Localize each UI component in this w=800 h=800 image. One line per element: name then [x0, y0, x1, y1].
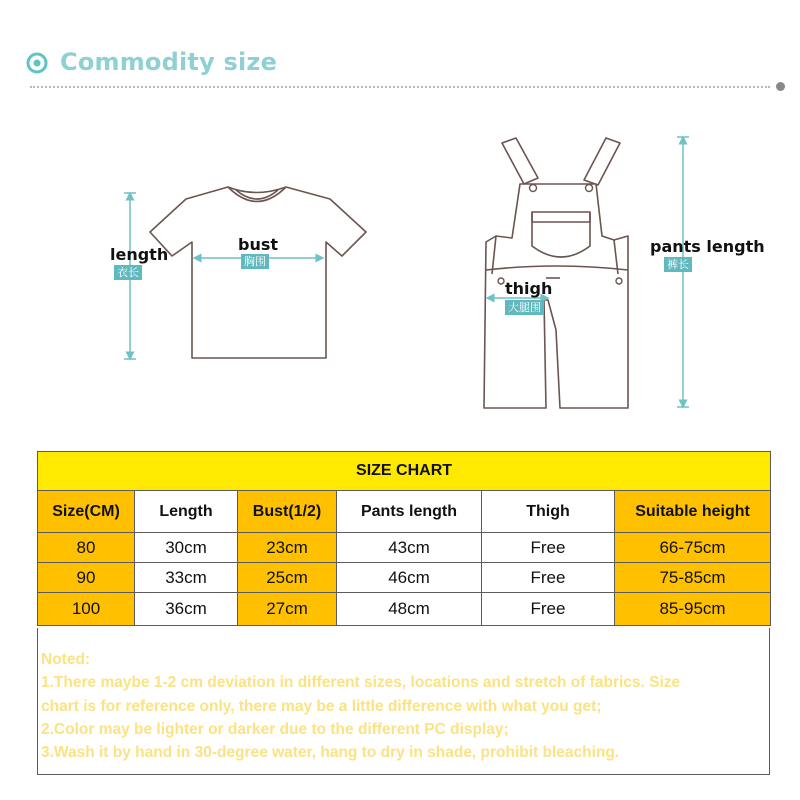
- bust-tag: 胸围: [241, 254, 269, 269]
- table-row: [38, 593, 771, 626]
- thigh-label: thigh: [505, 279, 553, 298]
- column-header: Pants length: [337, 491, 482, 533]
- table-cell: 75-85cm: [615, 563, 771, 593]
- table-cell: 30cm: [135, 533, 238, 563]
- table-cell: 100: [38, 593, 135, 626]
- table-cell: Free: [482, 533, 615, 563]
- notes-box: [37, 628, 770, 775]
- column-header: Bust(1/2): [238, 491, 337, 533]
- column-header: Thigh: [482, 491, 615, 533]
- table-cell: 23cm: [238, 533, 337, 563]
- section-title: Commodity size: [60, 48, 278, 76]
- notes-heading: Noted:: [41, 651, 91, 668]
- tshirt-drawing: [150, 187, 366, 358]
- column-header: Suitable height: [615, 491, 771, 533]
- length-tag: 衣长: [114, 265, 142, 280]
- table-cell: 27cm: [238, 593, 337, 626]
- pants-length-dimension-arrow: [677, 137, 689, 407]
- note-line: chart is for reference only, there may be a little difference with what you get;: [41, 697, 602, 715]
- table-cell: 48cm: [337, 593, 482, 626]
- table-cell: 90: [38, 563, 135, 593]
- table-cell: 43cm: [337, 533, 482, 563]
- table-row: [38, 563, 771, 593]
- pants-length-label: pants length: [650, 237, 765, 256]
- column-header: Size(CM): [38, 491, 135, 533]
- thigh-tag: 大腿围: [505, 300, 544, 315]
- note-line: 3.Wash it by hand in 30-degree water, hang to dry in shade, prohibit bleaching.: [41, 744, 620, 762]
- table-cell: Free: [482, 593, 615, 626]
- note-line: 2.Color may be lighter or darker due to the different PC display;: [41, 720, 509, 738]
- table-row: [38, 533, 771, 563]
- table-cell: 80: [38, 533, 135, 563]
- table-cell: 33cm: [135, 563, 238, 593]
- table-cell: Free: [482, 563, 615, 593]
- table-cell: 25cm: [238, 563, 337, 593]
- table-cell: 66-75cm: [615, 533, 771, 563]
- pants-length-tag: 裤长: [664, 257, 692, 272]
- table-cell: 85-95cm: [615, 593, 771, 626]
- size-chart-title: SIZE CHART: [38, 452, 771, 491]
- length-label: length: [110, 245, 169, 264]
- size-chart-table: [37, 451, 771, 626]
- overalls-drawing: [484, 138, 628, 408]
- note-line: 1.There maybe 1-2 cm deviation in different sizes, locations and stretch of fabrics. Size: [41, 674, 681, 692]
- table-cell: 46cm: [337, 563, 482, 593]
- column-header: Length: [135, 491, 238, 533]
- bust-label: bust: [238, 235, 279, 254]
- table-cell: 36cm: [135, 593, 238, 626]
- notes: [41, 648, 759, 764]
- table-header-row: [38, 491, 771, 533]
